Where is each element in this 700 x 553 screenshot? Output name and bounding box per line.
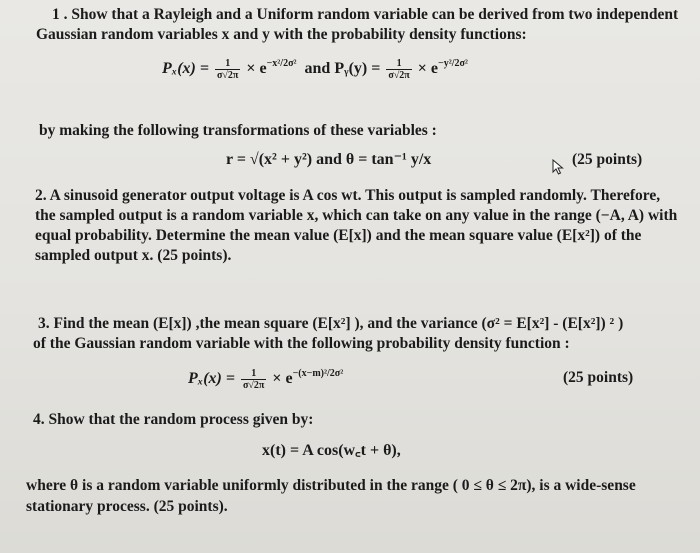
q4-line-1: 4. Show that the random process given by: [33,411,314,428]
q3-exponent: −(x−m)²/2σ² [292,368,344,380]
q1-points: (25 points) [572,151,643,168]
q1-density-equations [162,58,468,81]
q3-points: (25 points) [563,369,634,386]
mouse-pointer-icon [552,159,564,175]
q1-line-3: by making the following transformations of these variables : [39,122,437,139]
q1-py-exp-base: × e [417,60,438,78]
q1-py-lhs: and Pᵧ(y) = [304,60,381,78]
q3-exp-base: × e [272,370,293,388]
q1-py-exponent: −y²/2σ² [438,58,468,70]
q1-px-exponent: −x²/2σ² [266,58,297,70]
q2-line-3: equal probability. Determine the mean value (E[x]) and the mean square value (E[x²]) of the [35,227,642,244]
q1-line-1: 1 . Show that a Rayleigh and a Uniform random variable can be derived from two independent [52,6,679,23]
q3-line-2: of the Gaussian random variable with the following probability density function : [33,335,570,352]
q4-line-2: where θ is a random variable uniformly distributed in the range ( 0 ≤ θ ≤ 2π), is a wide-sense [26,477,636,494]
q1-transform-equation: r = √(x² + y²) and θ = tan⁻¹ y/x [226,151,432,168]
q1-px-exp-base: × e [246,60,267,78]
q3-px-lhs: Pₓ(x) = [188,370,235,388]
q4-line-3: stationary process. (25 points). [26,498,228,515]
q4-process-equation: x(t) = A cos(w꜀t + θ), [262,442,401,459]
q2-line-2: the sampled output is a random variable x, which can take on any value in the range (−A, A) with [35,207,678,224]
q1-line-2: Gaussian random variables x and y with the probability density functions: [36,26,527,43]
q2-line-1: 2. A sinusoid generator output voltage is A cos wt. This output is sampled randomly. Therefore, [35,187,661,204]
q1-px-fraction: $\frac{1}{\sigma√2\pi}$ [216,58,239,81]
q3-px-fraction: $\frac{1}{\sigma√2\pi}$ [242,368,265,391]
q1-px-lhs: Pₓ(x) = [162,60,209,78]
q3-density-equation [188,368,343,391]
q1-py-fraction: $\frac{1}{\sigma√2\pi}$ [388,58,410,81]
q2-line-4: sampled output x. (25 points). [35,247,232,264]
q3-line-1: 3. Find the mean (E[x]) ,the mean square (E[x²] ), and the variance (σ² = E[x²] - (E[x²]) ² ) [38,315,624,332]
